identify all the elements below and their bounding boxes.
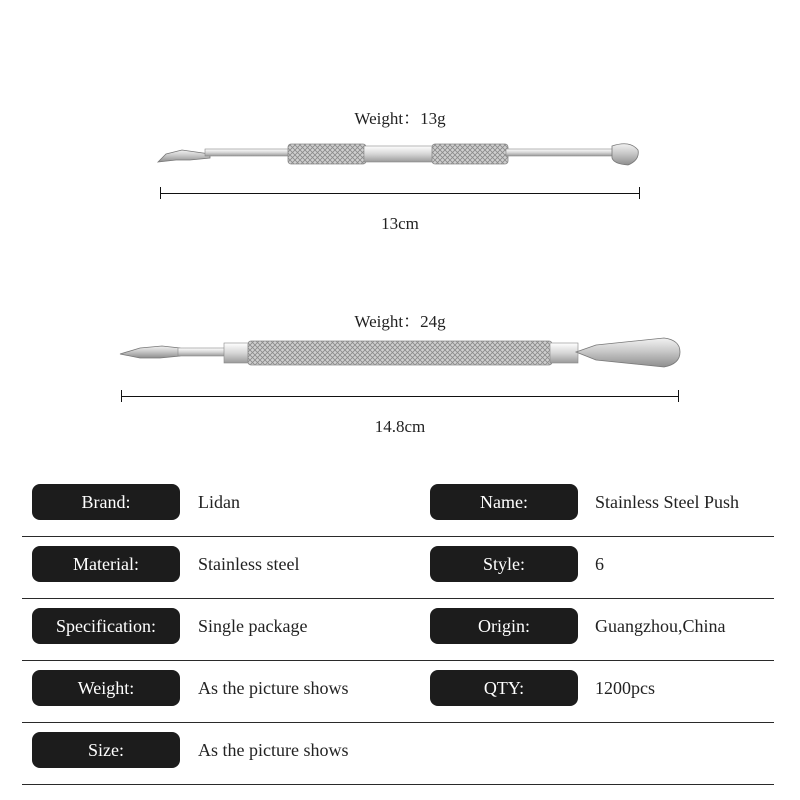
product-1-length: 13cm xyxy=(381,214,419,233)
spec-row-size xyxy=(22,722,774,785)
length-tick-2a xyxy=(121,390,122,402)
spec-row-brand xyxy=(22,474,774,537)
cuticle-pusher-small xyxy=(158,144,638,165)
spec-row-material xyxy=(22,536,774,599)
origin-label: Origin: xyxy=(430,608,578,644)
brand-value: Lidan xyxy=(198,492,240,512)
product-1-weight: Weight：13g xyxy=(354,109,446,128)
material-label: Material: xyxy=(32,546,180,582)
specification-label: Specification: xyxy=(32,608,180,644)
style-value: 6 xyxy=(595,554,604,574)
brand-label: Brand: xyxy=(32,484,180,520)
style-label: Style: xyxy=(430,546,578,582)
name-label: Name: xyxy=(430,484,578,520)
length-line-2 xyxy=(122,396,678,397)
length-tick-2b xyxy=(678,390,679,402)
length-tick-1a xyxy=(160,187,161,199)
material-value: Stainless steel xyxy=(198,554,300,574)
name-value: Stainless Steel Push xyxy=(595,492,740,512)
product-2-weight: Weight：24g xyxy=(354,312,446,331)
size-label: Size: xyxy=(32,732,180,768)
size-value: As the picture shows xyxy=(198,740,349,760)
spec-row-weight xyxy=(22,660,774,723)
weight-value: As the picture shows xyxy=(198,678,349,698)
spec-row-specification xyxy=(22,598,774,661)
origin-value: Guangzhou,China xyxy=(595,616,726,636)
length-line-1 xyxy=(161,193,639,194)
qty-label: QTY: xyxy=(430,670,578,706)
specification-value: Single package xyxy=(198,616,308,636)
length-tick-1b xyxy=(639,187,640,199)
qty-value: 1200pcs xyxy=(595,678,655,698)
product-2-length: 14.8cm xyxy=(374,417,426,436)
weight-label: Weight: xyxy=(32,670,180,706)
cuticle-pusher-large xyxy=(120,338,680,367)
